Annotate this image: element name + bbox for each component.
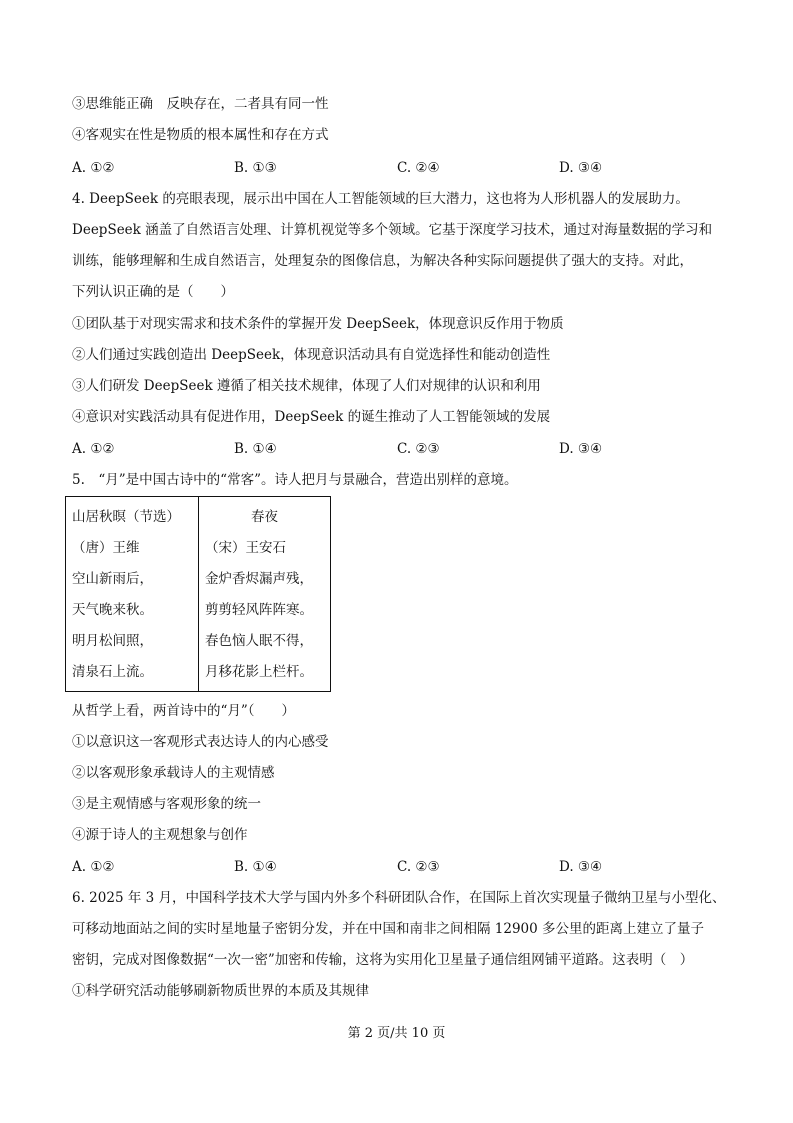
q5-item-3: ③是主观情感与客观形象的统一 bbox=[72, 796, 261, 812]
poem-cell-wanganshi bbox=[199, 497, 331, 692]
q4-item-1: ①团队基于对现实需求和技术条件的掌握开发 DeepSeek，体现意识反作用于物质 bbox=[72, 316, 564, 332]
q4-item-2: ②人们通过实践创造出 DeepSeek，体现意识活动具有自觉选择性和能动创造性 bbox=[72, 347, 551, 363]
poem1-line-3: 明月松间照， bbox=[72, 633, 153, 649]
q6-item-1: ①科学研究活动能够刷新物质世界的本质及其规律 bbox=[72, 983, 369, 999]
poem-table bbox=[65, 496, 331, 692]
q3-option-b[interactable]: B. ①③ bbox=[234, 160, 277, 176]
q4-stem-line-3: 训练，能够理解和生成自然语言，处理复杂的图像信息，为解决各种实际问题提供了强大的支持。对此， bbox=[72, 253, 693, 269]
q4-item-4: ④意识对实践活动具有促进作用，DeepSeek 的诞生推动了人工智能领域的发展 bbox=[72, 409, 551, 425]
q5-item-2: ②以客观形象承载诗人的主观情感 bbox=[72, 765, 275, 781]
q6-stem-line-2: 可移动地面站之间的实时星地量子密钥分发，并在中国和南非之间相隔 12900 多公里的距离上建立了量子 bbox=[72, 921, 705, 937]
q4-stem-line-1: 4. DeepSeek 的亮眼表现，展示出中国在人工智能领域的巨大潜力，这也将为人形机器人的发展助力。 bbox=[72, 191, 689, 207]
page-footer: 第 2 页/共 10 页 bbox=[347, 1026, 446, 1041]
poem-cell-wangwei bbox=[66, 497, 199, 692]
poem1-line-2: 天气晚来秋。 bbox=[72, 602, 153, 618]
q5-stem: 5. “月”是中国古诗中的“常客”。诗人把月与景融合，营造出别样的意境。 bbox=[72, 472, 518, 488]
q3-option-c[interactable]: C. ②④ bbox=[397, 160, 440, 176]
q6-stem-line-1: 6. 2025 年 3 月，中国科学技术大学与国内外多个科研团队合作，在国际上首次实现量子微纳卫星与小型化、 bbox=[72, 890, 726, 906]
q4-stem-line-4: 下列认识正确的是（ ） bbox=[72, 284, 234, 300]
q4-options bbox=[72, 440, 732, 458]
q5-option-a[interactable]: A. ①② bbox=[72, 859, 115, 875]
q5-item-4: ④源于诗人的主观想象与创作 bbox=[72, 827, 248, 843]
poem2-author: （宋）王安石 bbox=[205, 540, 286, 556]
q5-item-1: ①以意识这一客观形式表达诗人的内心感受 bbox=[72, 734, 329, 750]
q4-item-3: ③人们研发 DeepSeek 遵循了相关技术规律，体现了人们对规律的认识和利用 bbox=[72, 378, 541, 394]
q4-option-a[interactable]: A. ①② bbox=[72, 441, 115, 457]
poem2-line-1: 金炉香烬漏声残， bbox=[205, 571, 313, 587]
poem1-title: 山居秋暝（节选） bbox=[72, 509, 180, 525]
q3-item-3: ③思维能正确 反映存在，二者具有同一性 bbox=[72, 96, 329, 112]
poem1-author: （唐）王维 bbox=[72, 540, 140, 556]
poem2-line-2: 剪剪轻风阵阵寒。 bbox=[205, 602, 313, 618]
q5-option-d[interactable]: D. ③④ bbox=[559, 859, 603, 875]
poem1-line-4: 清泉石上流。 bbox=[72, 664, 153, 680]
poem2-line-4: 月移花影上栏杆。 bbox=[205, 664, 313, 680]
q4-stem-line-2: DeepSeek 涵盖了自然语言处理、计算机视觉等多个领域。它基于深度学习技术，通过对海量数据的学习和 bbox=[72, 222, 713, 238]
q4-option-c[interactable]: C. ②③ bbox=[397, 441, 440, 457]
q6-stem-line-3: 密钥，完成对图像数据“一次一密”加密和传输，这将为实用化卫星量子通信组网铺平道路。这表明（ ） bbox=[72, 952, 694, 968]
q5-question: 从哲学上看，两首诗中的“月”（ ） bbox=[72, 703, 296, 719]
q5-option-c[interactable]: C. ②③ bbox=[397, 859, 440, 875]
q3-item-4: ④客观实在性是物质的根本属性和存在方式 bbox=[72, 127, 329, 143]
q3-options bbox=[72, 159, 732, 177]
q5-options bbox=[72, 858, 732, 876]
q4-option-b[interactable]: B. ①④ bbox=[234, 441, 277, 457]
poem1-line-1: 空山新雨后， bbox=[72, 571, 153, 587]
q3-option-a[interactable]: A. ①② bbox=[72, 160, 115, 176]
poem2-line-3: 春色恼人眠不得， bbox=[205, 633, 313, 649]
q5-option-b[interactable]: B. ①④ bbox=[234, 859, 277, 875]
q3-option-d[interactable]: D. ③④ bbox=[559, 160, 603, 176]
q4-option-d[interactable]: D. ③④ bbox=[559, 441, 603, 457]
poem2-title: 春夜 bbox=[251, 509, 278, 525]
